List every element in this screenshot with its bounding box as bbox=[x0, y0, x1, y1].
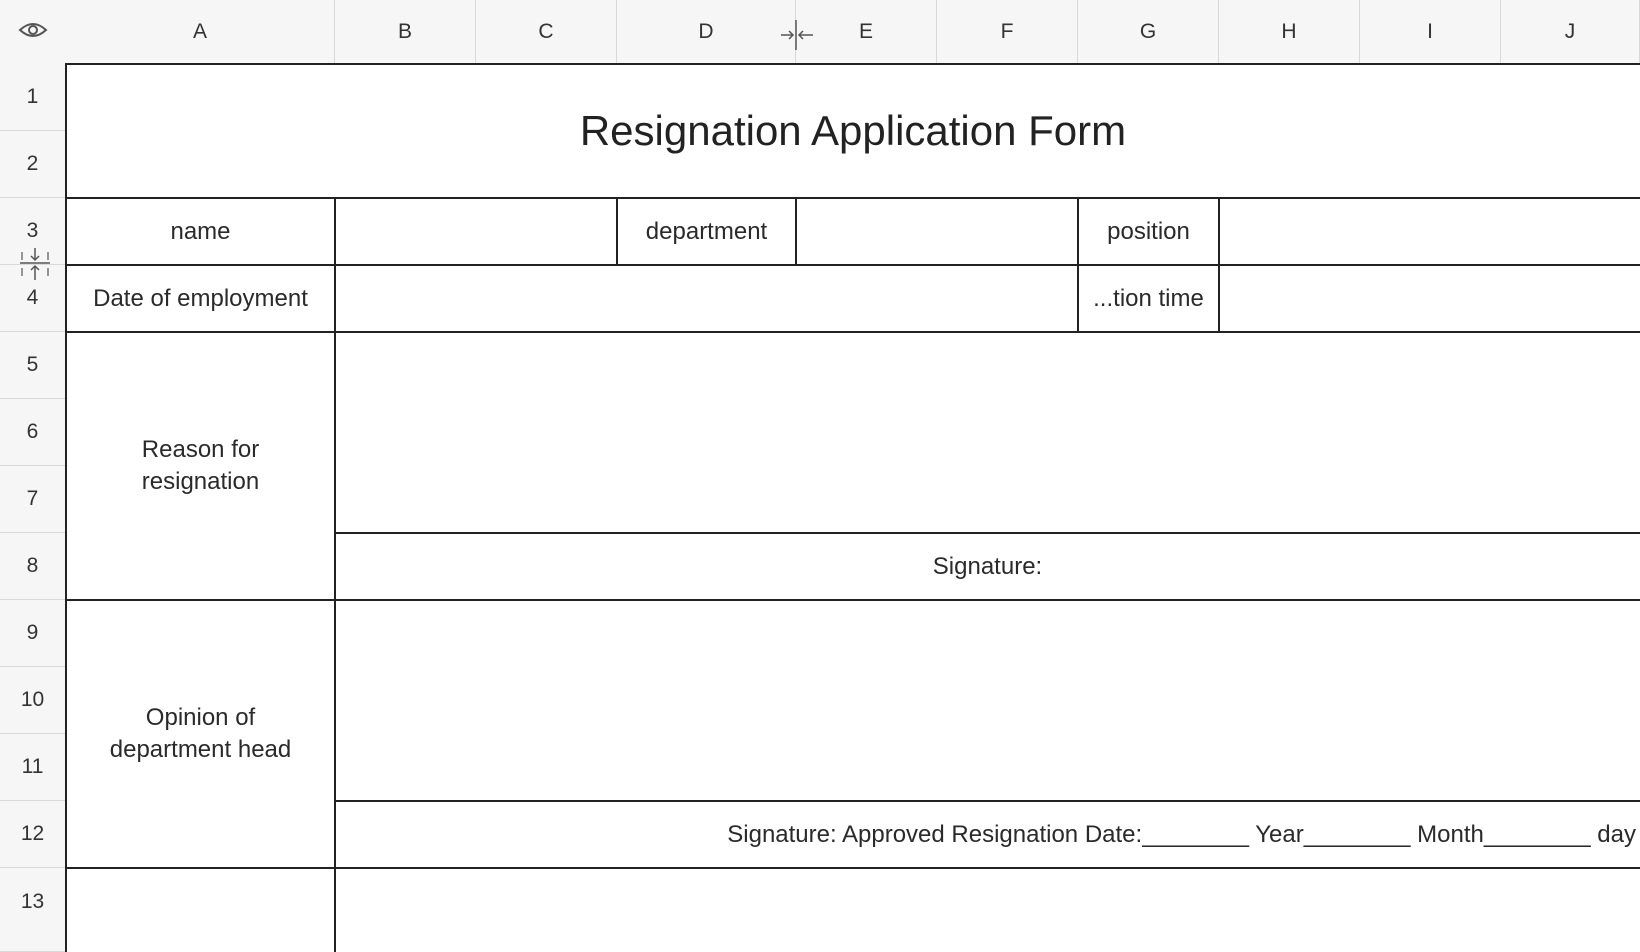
row-header-5[interactable]: 5 bbox=[0, 332, 66, 399]
column-resize-icon[interactable] bbox=[781, 20, 813, 55]
column-header-d[interactable]: D bbox=[617, 0, 796, 64]
approval-line-text: Signature: Approved Resignation Date:________ Year________ Month________ day bbox=[727, 820, 1636, 848]
department-label-cell[interactable] bbox=[617, 198, 796, 265]
border-line bbox=[335, 532, 1640, 534]
employment-date-label: Date of employment bbox=[93, 284, 308, 312]
reason-signature-label: Signature: bbox=[932, 552, 1043, 580]
border-line bbox=[335, 800, 1640, 802]
reason-input-cell[interactable] bbox=[335, 332, 1640, 533]
row-header-10[interactable]: 10 bbox=[0, 667, 66, 734]
column-header-i[interactable]: I bbox=[1360, 0, 1501, 64]
name-label-cell[interactable] bbox=[66, 198, 335, 265]
border-line bbox=[1077, 197, 1079, 332]
row-resize-icon[interactable] bbox=[20, 248, 50, 285]
row13-input-cell[interactable] bbox=[335, 868, 1640, 952]
form-title[interactable] bbox=[66, 64, 1640, 198]
column-header-h[interactable]: H bbox=[1219, 0, 1360, 64]
opinion-label: Opinion of department head bbox=[109, 704, 292, 763]
employment-date-input-cell[interactable] bbox=[335, 265, 1078, 332]
column-header-f[interactable]: F bbox=[937, 0, 1078, 64]
opinion-label-cell[interactable] bbox=[66, 600, 335, 868]
reason-label-cell[interactable] bbox=[66, 332, 335, 600]
border-line bbox=[65, 63, 67, 952]
column-header-b[interactable]: B bbox=[335, 0, 476, 64]
department-label: department bbox=[645, 217, 768, 245]
select-all-corner[interactable] bbox=[0, 0, 67, 65]
row-header-9[interactable]: 9 bbox=[0, 600, 66, 667]
column-header-e[interactable]: E bbox=[796, 0, 937, 64]
border-line bbox=[66, 599, 1640, 601]
column-header-a[interactable]: A bbox=[66, 0, 335, 64]
row-header-6[interactable]: 6 bbox=[0, 399, 66, 466]
position-label: position bbox=[1107, 217, 1190, 245]
border-line bbox=[66, 197, 1640, 199]
border-line bbox=[334, 197, 336, 952]
row-header-12[interactable]: 12 bbox=[0, 801, 66, 868]
form-title-text: Resignation Application Form bbox=[579, 107, 1127, 154]
row-header-2[interactable]: 2 bbox=[0, 131, 66, 198]
department-input-cell[interactable] bbox=[796, 198, 1078, 265]
border-line bbox=[1218, 197, 1220, 332]
row-header-3[interactable]: 3 bbox=[0, 198, 66, 265]
name-input-cell[interactable] bbox=[335, 198, 617, 265]
border-line bbox=[66, 264, 1640, 266]
column-header-g[interactable]: G bbox=[1078, 0, 1219, 64]
row-header-1[interactable]: 1 bbox=[0, 64, 66, 131]
column-header-c[interactable]: C bbox=[476, 0, 617, 64]
border-line bbox=[66, 331, 1640, 333]
position-input-cell[interactable] bbox=[1219, 198, 1640, 265]
name-label: name bbox=[170, 217, 231, 245]
row-header-7[interactable]: 7 bbox=[0, 466, 66, 533]
eye-icon[interactable] bbox=[18, 20, 48, 45]
border-line bbox=[66, 63, 1640, 65]
reason-signature-cell[interactable] bbox=[335, 533, 1640, 600]
row-header-11[interactable]: 11 bbox=[0, 734, 66, 801]
row13-label-cell[interactable] bbox=[66, 868, 335, 952]
position-label-cell[interactable] bbox=[1078, 198, 1219, 265]
border-line bbox=[795, 197, 797, 265]
reason-label: Reason for resignation bbox=[141, 436, 260, 495]
resignation-time-label: ...tion time bbox=[1093, 284, 1204, 312]
border-line bbox=[66, 867, 1640, 869]
row-header-13[interactable]: 13 bbox=[0, 868, 66, 952]
opinion-input-cell[interactable] bbox=[335, 600, 1640, 801]
column-header-j[interactable]: J bbox=[1501, 0, 1640, 64]
resignation-time-label-cell[interactable] bbox=[1078, 265, 1219, 332]
approval-line-cell[interactable] bbox=[335, 801, 1640, 868]
border-line bbox=[616, 197, 618, 265]
employment-date-label-cell[interactable] bbox=[66, 265, 335, 332]
row-header-4[interactable]: 4 bbox=[0, 265, 66, 332]
row-header-8[interactable]: 8 bbox=[0, 533, 66, 600]
resignation-time-input-cell[interactable] bbox=[1219, 265, 1640, 332]
